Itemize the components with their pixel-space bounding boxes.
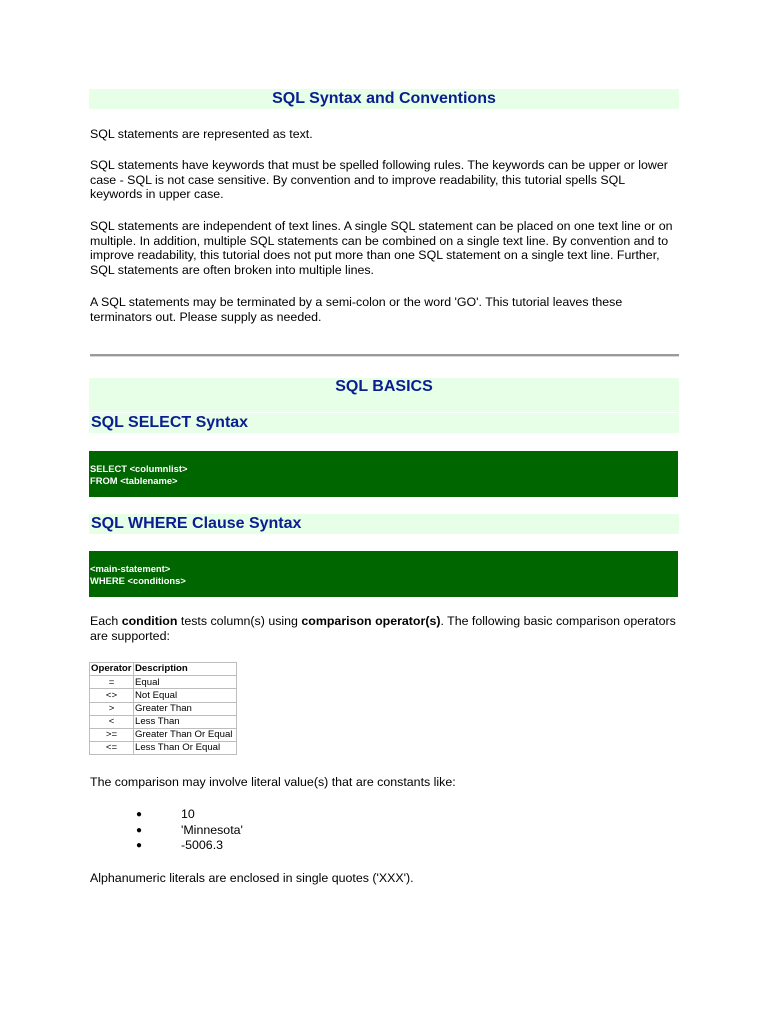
page-title: SQL Syntax and Conventions — [89, 89, 679, 109]
list-item — [0, 823, 400, 839]
heading-where-syntax: SQL WHERE Clause Syntax — [89, 514, 679, 534]
literal-examples-list — [0, 807, 400, 854]
list-item-text: 10 — [181, 807, 195, 821]
paragraph-conditions — [90, 614, 680, 643]
operator-cell: >= — [90, 728, 134, 741]
table-row — [90, 676, 237, 689]
section-heading-basics-label: SQL BASICS — [335, 378, 433, 395]
table-row — [90, 702, 237, 715]
bold-term-comparison-operators: comparison operator(s) — [301, 614, 441, 628]
table-header-row — [90, 663, 237, 676]
operator-cell: <> — [90, 689, 134, 702]
table-row — [90, 742, 237, 755]
operator-cell: > — [90, 702, 134, 715]
paragraph-terminators: A SQL statements may be terminated by a semi-colon or the word 'GO'. This tutorial leaves these terminators out. Please supply as needed. — [90, 295, 623, 324]
description-cell: Less Than — [134, 715, 237, 728]
operator-cell: <= — [90, 742, 134, 755]
code-line: SELECT <columnlist> — [90, 463, 188, 474]
code-line: <main-statement> — [90, 563, 171, 574]
section-heading-basics — [89, 378, 679, 412]
column-header-description: Description — [134, 663, 237, 676]
code-block-select — [89, 451, 678, 497]
bullet-icon: ● — [136, 840, 143, 852]
operator-cell: = — [90, 676, 134, 689]
text-fragment: . The following basic comparison operators are supported: — [90, 614, 676, 643]
text-fragment: Each — [90, 614, 122, 628]
paragraph-alphanumeric-note: Alphanumeric literals are enclosed in single quotes ('XXX'). — [90, 871, 414, 885]
list-item-text: -5006.3 — [181, 838, 224, 853]
table-row — [90, 728, 237, 741]
paragraph-literal-intro: The comparison may involve literal value(s) that are constants like: — [90, 775, 456, 789]
paragraph-keywords: SQL statements have keywords that must be spelled following rules. The keywords can be upper or lower case - SQL is not case sensitive. By convention and to improve readability, this tutorial spells SQL keywords in upper case. — [90, 158, 668, 202]
list-item — [0, 838, 400, 854]
table-row — [90, 715, 237, 728]
description-cell: Less Than Or Equal — [134, 742, 237, 755]
code-block-where — [89, 551, 678, 597]
operators-table — [89, 662, 237, 755]
operator-cell: < — [90, 715, 134, 728]
column-header-operator: Operator — [91, 663, 132, 675]
bullet-icon: ● — [136, 809, 143, 820]
description-cell: Greater Than Or Equal — [134, 728, 237, 741]
bullet-icon: ● — [136, 824, 143, 836]
list-item-text: 'Minnesota' — [181, 822, 243, 837]
table-row — [90, 689, 237, 702]
code-line: FROM <tablename> — [90, 474, 178, 486]
paragraph-text-representation: SQL statements are represented as text. — [90, 127, 313, 141]
heading-select-syntax: SQL SELECT Syntax — [89, 413, 679, 433]
bold-term-condition: condition — [121, 614, 178, 628]
description-cell: Not Equal — [134, 689, 237, 702]
description-cell: Equal — [134, 676, 237, 689]
paragraph-text-lines: SQL statements are independent of text lines. A single SQL statement can be placed on one text line or on multiple. In addition, multiple SQL statements can be combined on a single text line. By convention and to improve readability, this tutorial does not put more than one SQL statement on a single text line. Further, SQL statements are often broken into multiple lines. — [90, 219, 673, 278]
code-line: WHERE <conditions> — [90, 574, 186, 586]
text-fragment: tests column(s) using — [177, 614, 302, 628]
list-item — [0, 807, 400, 823]
horizontal-divider — [90, 354, 679, 357]
description-cell: Greater Than — [134, 702, 237, 715]
